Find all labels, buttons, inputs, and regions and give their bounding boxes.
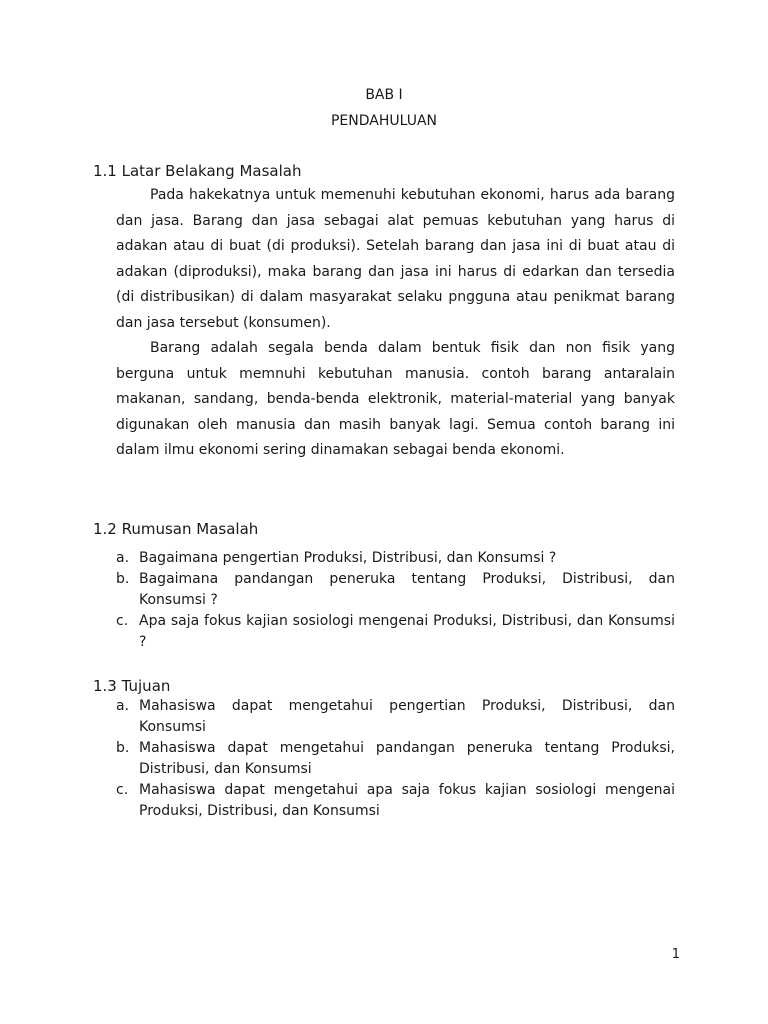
list-item-text: Mahasiswa dapat mengetahui apa saja fokus kajian sosiologi mengenai Produksi, Distribusi, dan Konsumsi (139, 782, 675, 819)
list-item (116, 738, 675, 780)
list-item (116, 696, 675, 738)
problem-list (116, 548, 675, 653)
list-marker: a. (116, 550, 130, 566)
list-item-text: Mahasiswa dapat mengetahui pandangan peneruka tentang Produksi, Distribusi, dan Konsumsi (139, 740, 675, 777)
chapter-label: BAB I (365, 87, 403, 103)
section-heading-1-2: 1.2 Rumusan Masalah (93, 520, 259, 538)
list-item (116, 548, 675, 569)
page-number: 1 (671, 947, 680, 962)
paragraph: Pada hakekatnya untuk memenuhi kebutuhan ekonomi, harus ada barang dan jasa. Barang dan jasa sebagai alat pemuas kebutuhan yang harus di adakan atau di buat (di produksi). Setelah barang dan jasa ini di buat atau di adakan (diproduksi), maka barang dan jasa ini harus di edarkan dan tersedia (di distribusikan) di dalam masyarakat selaku pngguna atau penikmat barang dan jasa tersebut (konsumen). (116, 187, 675, 331)
list-marker: c. (116, 613, 129, 629)
list-marker: c. (116, 782, 129, 798)
list-item (116, 611, 675, 653)
list-item-text: Bagaimana pengertian Produksi, Distribusi, dan Konsumsi ? (139, 550, 557, 566)
list-item (116, 569, 675, 611)
chapter-title: PENDAHULUAN (330, 113, 438, 129)
list-item-text: Apa saja fokus kajian sosiologi mengenai Produksi, Distribusi, dan Konsumsi ? (139, 613, 675, 650)
list-marker: a. (116, 698, 130, 714)
list-item (116, 780, 675, 822)
list-item-text: Mahasiswa dapat mengetahui pengertian Produksi, Distribusi, dan Konsumsi (139, 698, 675, 735)
section-heading-1-3: 1.3 Tujuan (93, 677, 171, 695)
section-heading-1-1: 1.1 Latar Belakang Masalah (93, 162, 302, 180)
paragraph: Barang adalah segala benda dalam bentuk fisik dan non fisik yang berguna untuk memnuhi kebutuhan manusia. contoh barang antaralain makanan, sandang, benda-benda elektronik, material-material yang banyak digunakan oleh manusia dan masih banyak lagi. Semua contoh barang ini dalam ilmu ekonomi sering dinamakan sebagai benda ekonomi. (116, 340, 675, 458)
background-text (116, 183, 675, 464)
list-marker: b. (116, 740, 130, 756)
list-marker: b. (116, 571, 130, 587)
list-item-text: Bagaimana pandangan peneruka tentang Produksi, Distribusi, dan Konsumsi ? (139, 571, 675, 608)
objective-list (116, 696, 675, 822)
